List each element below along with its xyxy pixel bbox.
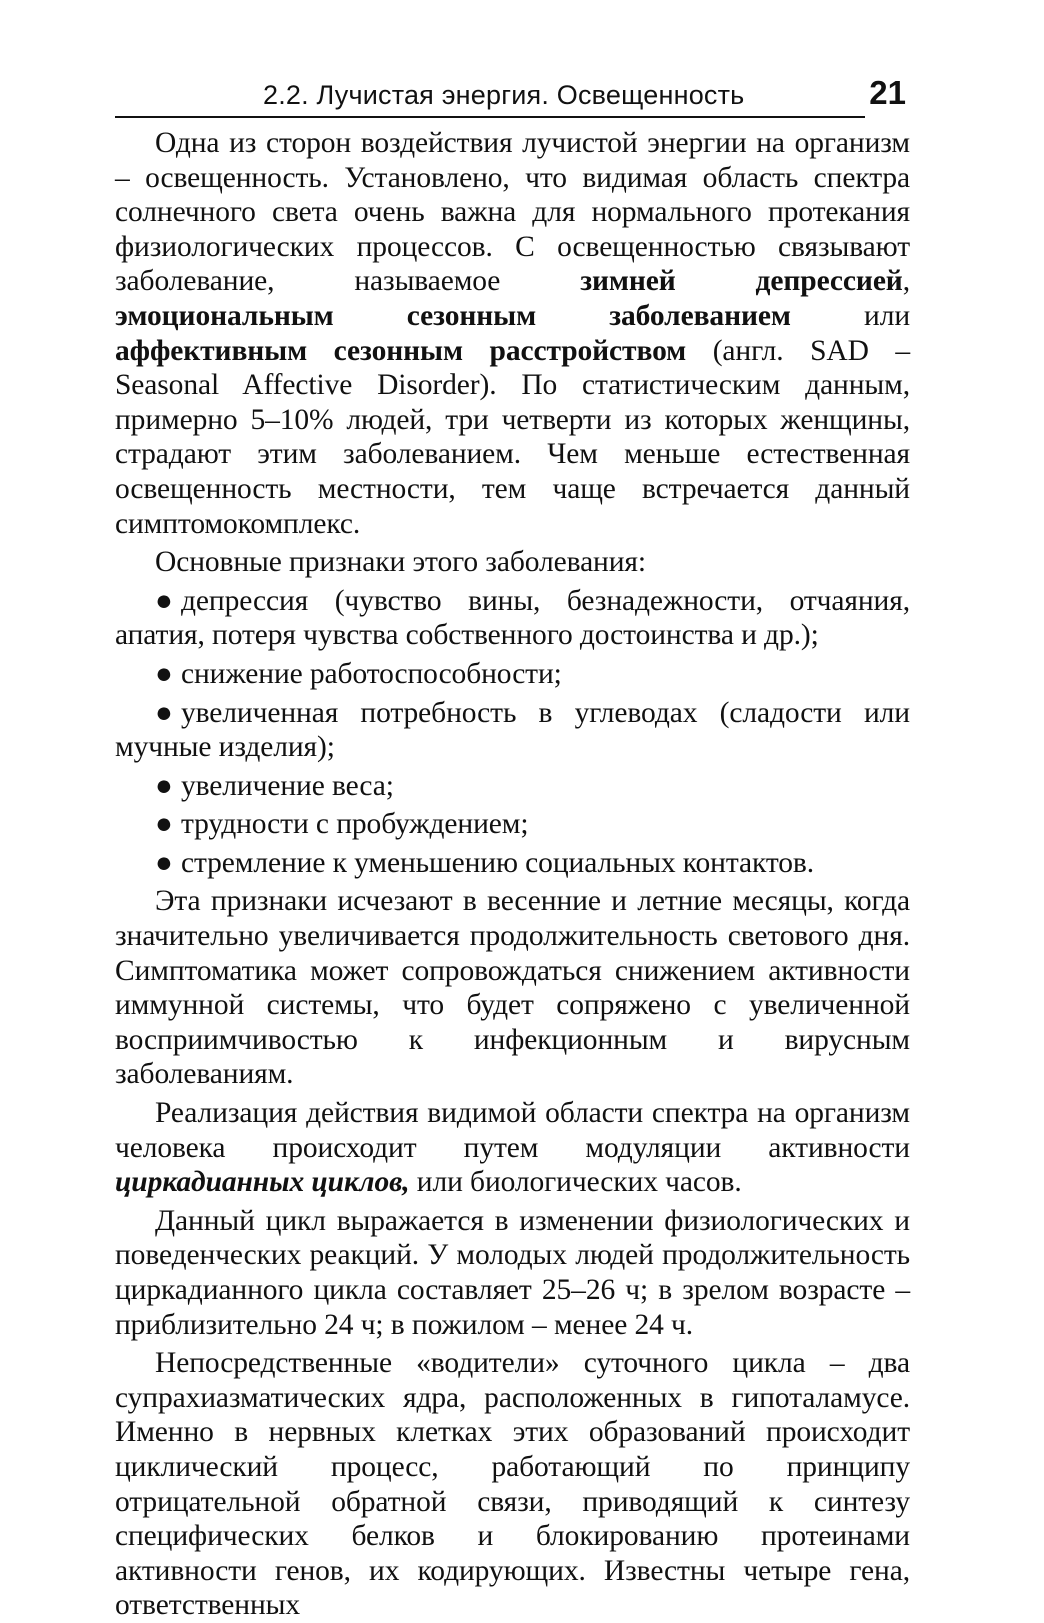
text-run: Реализация действия видимой области спектра на организм человека происходит путем модуляции активности bbox=[115, 1097, 910, 1164]
page-number: 21 bbox=[869, 74, 906, 111]
paragraph-4 bbox=[115, 1096, 910, 1200]
term-circadian-cycles: циркадианных циклов, bbox=[115, 1166, 410, 1199]
list-item-text: снижение работоспособности; bbox=[181, 657, 562, 690]
bullet-icon: ● bbox=[155, 846, 173, 879]
paragraph-3: Эта признаки исчезают в весенние и летние месяцы, когда значительно увеличивается продолжительность светового дня. Симптоматика может сопровождаться снижением активности иммунной системы, что будет сопряжено с увеличенной восприимчивостью к инфекционным и вирусным заболеваниям. bbox=[115, 885, 910, 1091]
running-header bbox=[115, 72, 910, 118]
list-item-text: депрессия (чувство вины, безнадежности, отчаяния, апатия, потеря чувства собственного достоинства и др.); bbox=[115, 584, 910, 652]
list-item bbox=[115, 657, 910, 692]
list-item-text: увеличенная потребность в углеводах (сладости или мучные изделия); bbox=[115, 696, 910, 764]
symptom-list bbox=[115, 584, 910, 881]
list-item-text: трудности с пробуждением; bbox=[181, 808, 529, 841]
list-item bbox=[115, 696, 910, 765]
bullet-icon: ● bbox=[155, 808, 173, 841]
term-winter-depression: зимней депрессией bbox=[580, 265, 903, 298]
paragraph-1 bbox=[115, 126, 910, 541]
text-run: Одна из сторон воздействия лучистой энергии на организм – освещенность. Установлено, что видимая область спектра солнечного света очень важна для нормального протекания физиологических процессов. С освещенностью связывают заболевание, называемое bbox=[115, 127, 910, 298]
text-run: или биологических часов. bbox=[409, 1166, 742, 1199]
paragraph-5: Данный цикл выражается в изменении физиологических и поведенческих реакций. У молодых людей продолжительность циркадианного цикла составляет 25–26 ч; в зрелом возрасте – приблизительно 24 ч; в пожилом – менее 24 ч. bbox=[115, 1204, 910, 1341]
list-item bbox=[115, 584, 910, 653]
header-rule bbox=[115, 116, 865, 118]
text-run: , bbox=[902, 265, 910, 298]
bullet-icon: ● bbox=[155, 769, 173, 802]
list-item-text: увеличение веса; bbox=[181, 769, 394, 802]
list-item-text: стремление к уменьшению социальных контактов. bbox=[181, 846, 814, 879]
list-item bbox=[115, 807, 910, 842]
bullet-icon: ● bbox=[155, 584, 173, 617]
list-item bbox=[115, 846, 910, 881]
paragraph-2: Основные признаки этого заболевания: bbox=[155, 546, 647, 579]
text-run: (англ. SAD – Seasonal Affective Disorder). По статистическим данным, примерно 5–10% людей, три четверти из которых женщины, страдают этим заболеванием. Чем меньше естественная освещенность местности, тем чаще встречается данный симптомокомплекс. bbox=[115, 334, 910, 540]
list-item bbox=[115, 769, 910, 804]
term-affective-seasonal-disorder: аффективным сезонным расстройством bbox=[115, 334, 687, 367]
paragraph-6: Непосредственные «водители» суточного цикла – два супрахиазматических ядра, расположенных в гипоталамусе. Именно в нервных клетках этих образований происходит циклический процесс, работающий по принципу отрицательной обратной связи, приводящий к синтезу специфических белков и блокированию протеинами активности генов, их кодирующих. Известны четыре гена, ответственных bbox=[115, 1347, 910, 1622]
term-emotional-seasonal-disease: эмоциональным сезонным заболеванием bbox=[115, 299, 791, 332]
bullet-icon: ● bbox=[155, 657, 173, 690]
running-title: 2.2. Лучистая энергия. Освещенность bbox=[263, 80, 745, 110]
bullet-icon: ● bbox=[155, 696, 173, 729]
body-text bbox=[115, 126, 910, 1623]
text-run: или bbox=[790, 299, 910, 332]
